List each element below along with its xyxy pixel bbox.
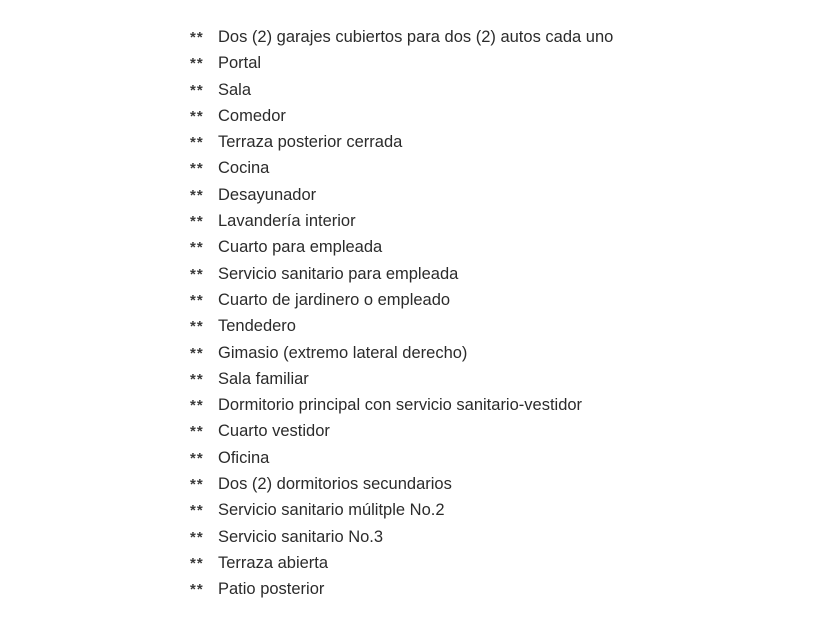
list-item-text: Lavandería interior <box>218 212 356 231</box>
list-item <box>190 497 613 523</box>
bullet-marker: ** <box>190 528 204 546</box>
list-item <box>190 524 613 550</box>
list-item-text: Servicio sanitario múlitple No.2 <box>218 501 445 520</box>
list-item-text: Dos (2) garajes cubiertos para dos (2) autos cada uno <box>218 28 614 46</box>
list-item-text: Gimasio (extremo lateral derecho) <box>218 343 468 362</box>
list-item <box>190 550 613 576</box>
list-item-text: Cocina <box>218 159 270 178</box>
list-item-text: Sala familiar <box>218 369 309 388</box>
list-item-text: Portal <box>218 54 262 73</box>
list-item <box>190 129 613 155</box>
bullet-marker: ** <box>190 213 204 231</box>
bullet-marker: ** <box>190 397 204 415</box>
bullet-marker: ** <box>190 502 204 520</box>
list-item-text: Comedor <box>218 106 286 125</box>
bullet-marker: ** <box>190 186 204 204</box>
list-item <box>190 471 613 497</box>
bullet-marker: ** <box>190 476 204 494</box>
bullet-marker: ** <box>190 344 204 362</box>
bullet-marker: ** <box>190 29 204 46</box>
list-item <box>190 77 613 103</box>
list-item <box>190 287 613 313</box>
bullet-marker: ** <box>190 239 204 257</box>
bullet-marker: ** <box>190 107 204 125</box>
list-item <box>190 24 613 50</box>
bullet-marker: ** <box>190 423 204 441</box>
list-item <box>190 418 613 444</box>
list-item-text: Sala <box>218 80 252 99</box>
bullet-marker: ** <box>190 265 204 283</box>
list-item <box>190 340 613 366</box>
list-item-text: Cuarto para empleada <box>218 238 383 257</box>
list-item <box>190 103 613 129</box>
bullet-marker: ** <box>190 554 204 572</box>
list-item-text: Oficina <box>218 448 270 467</box>
list-item-text: Desayunador <box>218 185 317 204</box>
list-item-text: Cuarto de jardinero o empleado <box>218 290 451 309</box>
bullet-marker: ** <box>190 160 204 178</box>
list-item <box>190 50 613 76</box>
list-item <box>190 261 613 287</box>
list-item-text: Tendedero <box>218 317 296 336</box>
list-item <box>190 234 613 260</box>
list-item-text: Servicio sanitario para empleada <box>218 264 459 283</box>
bullet-marker: ** <box>190 55 204 73</box>
list-item <box>190 366 613 392</box>
list-item <box>190 208 613 234</box>
list-item-text: Terraza posterior cerrada <box>218 133 403 152</box>
bullet-marker: ** <box>190 581 204 599</box>
list-item <box>190 445 613 471</box>
bullet-marker: ** <box>190 370 204 388</box>
list-item <box>190 576 613 602</box>
list-item-text: Patio posterior <box>218 580 325 599</box>
list-item-text: Servicio sanitario No.3 <box>218 527 384 546</box>
list-item <box>190 155 613 181</box>
bullet-marker: ** <box>190 318 204 336</box>
list-item <box>190 392 613 418</box>
room-list <box>190 24 613 603</box>
list-item-text: Terraza abierta <box>218 553 329 572</box>
list-item-text: Dormitorio principal con servicio sanitario-vestidor <box>218 396 583 415</box>
list-item-text: Cuarto vestidor <box>218 422 330 441</box>
bullet-marker: ** <box>190 81 204 99</box>
list-item <box>190 182 613 208</box>
bullet-marker: ** <box>190 449 204 467</box>
list-item-text: Dos (2) dormitorios secundarios <box>218 475 452 494</box>
list-item <box>190 313 613 339</box>
bullet-marker: ** <box>190 291 204 309</box>
bullet-marker: ** <box>190 134 204 152</box>
